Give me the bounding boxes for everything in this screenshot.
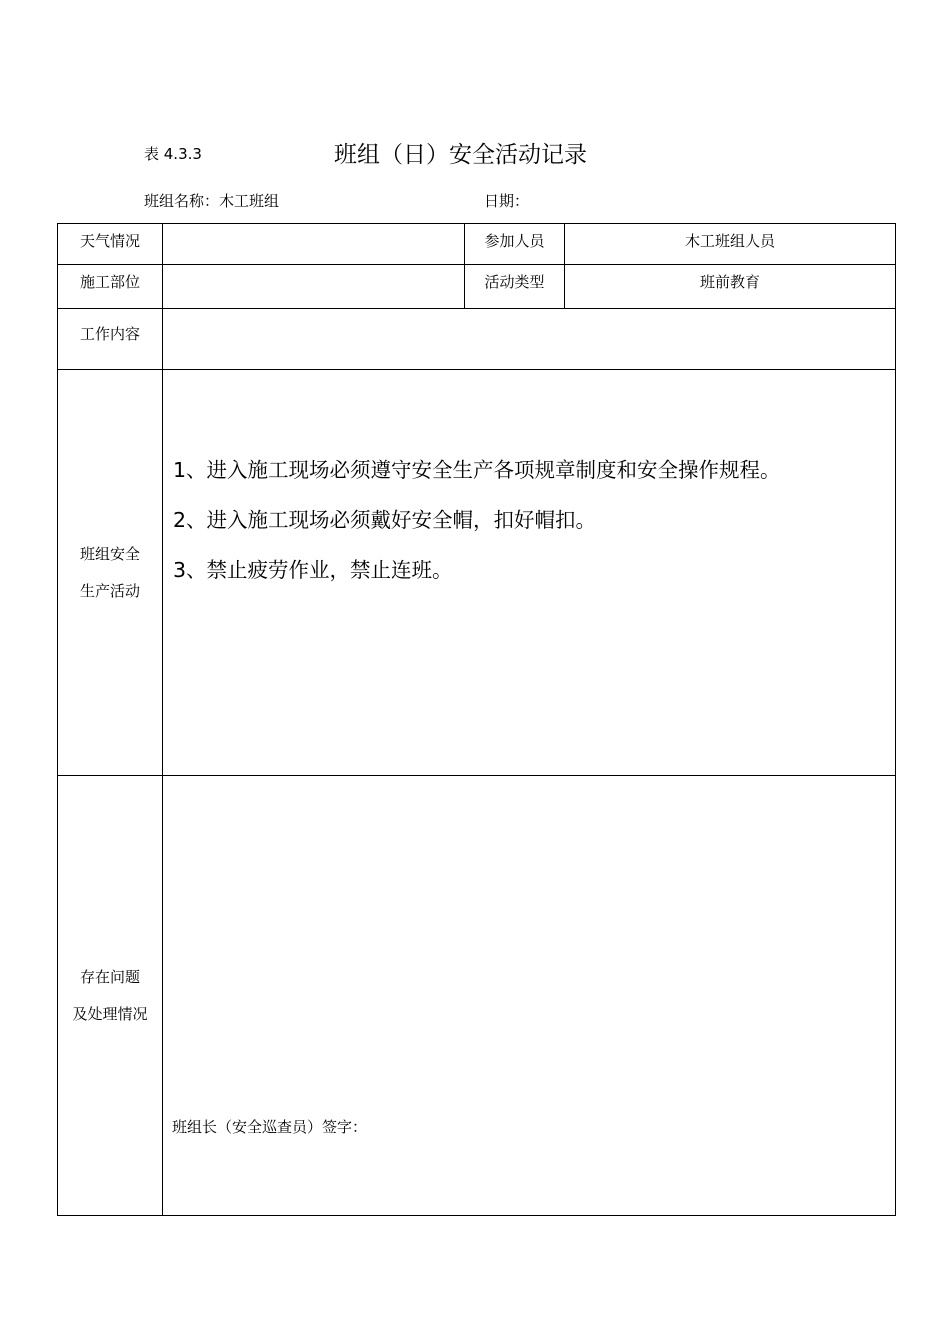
safety-activity-label-line-2: 生产活动 [79,581,140,600]
work-content-label: 工作内容 [79,325,140,343]
date-label: 日期： [484,192,530,210]
participants-value: 木工班组人员 [684,232,775,250]
safety-rules-list [163,370,895,583]
safety-rule-item: 3、禁止疲劳作业，禁止连班。 [173,558,453,582]
group-name: 班组名称：木工班组 [144,192,280,210]
location-value [163,265,464,271]
safety-rule-item: 2、进入施工现场必须戴好安全帽，扣好帽扣。 [173,508,597,532]
problems-label [58,959,162,1033]
safety-activity-label-cell [58,370,163,776]
activity-type-label: 活动类型 [484,273,545,291]
weather-label: 天气情况 [79,232,140,250]
weather-value-cell[interactable] [163,224,465,265]
problems-label-cell [58,776,163,1216]
activity-type-label-cell [465,265,565,309]
location-label-cell [58,265,163,309]
problems-label-line-1: 存在问题 [79,967,140,986]
participants-value-cell[interactable] [565,224,896,265]
form-row-problems [58,776,896,1216]
safety-activity-form [57,223,896,1216]
problems-value-cell[interactable] [163,776,896,1216]
activity-type-value-cell[interactable] [565,265,896,309]
problems-area [163,776,895,1214]
location-label: 施工部位 [79,273,140,291]
form-row-location [58,265,896,309]
safety-activity-label [58,536,162,610]
page-title: 班组（日）安全活动记录 [334,142,587,168]
safety-activity-label-line-1: 班组安全 [79,544,140,563]
safety-rule-item: 1、进入施工现场必须遵守安全生产各项规章制度和安全操作规程。 [173,458,781,482]
weather-label-cell [58,224,163,265]
work-content-label-cell [58,309,163,370]
problems-label-line-2: 及处理情况 [72,1004,148,1023]
location-value-cell[interactable] [163,265,465,309]
signature-label: 班组长（安全巡查员）签字： [172,1118,368,1136]
participants-label-cell [465,224,565,265]
work-content-value-cell[interactable] [163,309,896,370]
form-row-work-content [58,309,896,370]
weather-value [163,224,464,230]
table-number: 表 4.3.3 [144,145,202,163]
form-row-weather [58,224,896,265]
activity-type-value: 班前教育 [699,273,760,291]
participants-label: 参加人员 [484,232,545,250]
safety-rules-cell[interactable] [163,370,896,776]
form-row-safety-activity [58,370,896,776]
work-content-value [163,309,895,315]
